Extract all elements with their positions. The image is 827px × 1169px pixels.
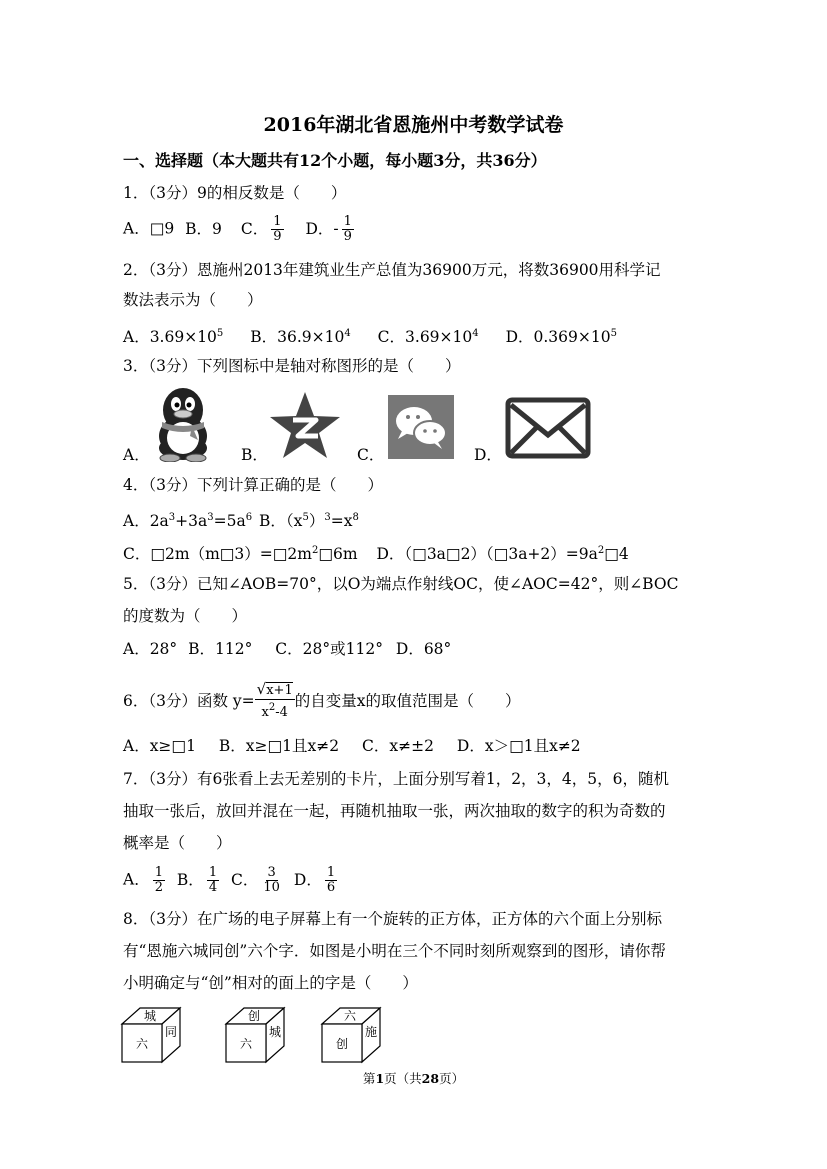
q8-stem-line1: 8．（3分）在广场的电子屏幕上有一个旋转的正方体，正方体的六个面上分别标: [123, 910, 662, 928]
q6-option-c: C．x≠±2: [362, 737, 434, 755]
q6-stem: 6．（3分）函数 y= $\frac{√x+1}{x^2-4}$ 的自变量x的取值范围是（ ）: [123, 680, 521, 720]
q1-option-c-label: C．: [240, 219, 269, 238]
cube-3-right-face: 施: [364, 1025, 378, 1039]
q1-options: [123, 215, 357, 244]
q7-stem-line3: 概率是（ ）: [123, 834, 232, 852]
page-number: 1: [375, 1071, 385, 1086]
q7-option-b-label: B．: [176, 870, 204, 889]
q5-option-c: C．28°或112°: [275, 640, 383, 658]
q2-stem-line2: 数法表示为（ ）: [123, 291, 263, 309]
q6-option-b: B．x≥□1且x≠2: [218, 737, 340, 755]
q3-option-b-label: B．: [241, 446, 268, 464]
q8-cube-figures: [120, 1004, 460, 1064]
q6-options: [123, 735, 581, 757]
q4-options-cd: [123, 540, 629, 565]
q6-option-d: D．x＞□1且x≠2: [456, 737, 581, 755]
q3-option-c-label: C．: [357, 446, 385, 464]
q4-option-d: D．$(□3a□2)(□3a+2)=9a^2□4$: [376, 545, 629, 563]
cube-3-top-face: 六: [343, 1009, 357, 1023]
section-heading: 一、选择题（本大题共有12个小题，每小题3分，共36分）: [123, 151, 547, 170]
q1-option-d-label: D．: [305, 219, 334, 238]
q1-option-c-fraction: $\frac{1}{9}$: [273, 214, 282, 244]
q4-option-a: A．$2a^3+3a^3=5a^6$: [123, 512, 253, 530]
q7-options: [123, 866, 340, 895]
q8-stem-line3: 小明确定与“创”相对的面上的字是（ ）: [123, 974, 418, 992]
q7-option-a-fraction: $\frac{1}{2}$: [154, 865, 163, 895]
q2-option-d: D．$0.369\times 10^5$: [505, 328, 617, 346]
cube-3: [322, 1008, 380, 1062]
q7-option-a-label: A．: [123, 870, 150, 889]
chat-bubble-icon: [388, 395, 454, 459]
q1-option-d-sign: -: [333, 219, 339, 238]
cube-2-right-face: 城: [268, 1025, 282, 1039]
q5-option-a: A．28°: [123, 640, 178, 658]
q5-stem-line2: 的度数为（ ）: [123, 607, 248, 625]
q8-stem-line2: 有“恩施六城同创”六个字．如图是小明在三个不同时刻所观察到的图形，请你帮: [123, 942, 666, 960]
cube-1: [122, 1008, 180, 1062]
penguin-icon: [150, 386, 216, 462]
q4-option-b: B．$(x^5)^3=x^8$: [259, 512, 359, 530]
q1-option-b: B．9: [185, 219, 222, 238]
q4-option-c: C．$□2m(m□3)=□2m^2□6m$: [123, 545, 358, 563]
q4-options-ab: [123, 507, 359, 532]
q5-options: [123, 638, 451, 660]
q5-option-d: D．68°: [395, 640, 452, 658]
page-footer: 第1页（共28页）: [362, 1071, 465, 1086]
cube-1-top-face: 城: [143, 1009, 157, 1023]
q5-option-b: B．112°: [188, 640, 253, 658]
cube-2-top-face: 创: [247, 1009, 261, 1023]
q7-option-d-label: D．: [293, 870, 322, 889]
page-title: 2016年湖北省恩施州中考数学试卷: [263, 114, 564, 136]
page-total: 28: [421, 1071, 440, 1086]
q6-option-a: A．x≥□1: [123, 737, 196, 755]
q2-stem-line1: 2．（3分）恩施州2013年建筑业生产总值为36900万元，将数36900用科学记: [123, 261, 661, 279]
q5-stem-line1: 5．（3分）已知∠AOB=70°，以O为端点作射线OC，使∠AOC=42°，则∠BOC: [123, 575, 679, 593]
q1-option-a-label: A．: [123, 219, 150, 238]
q1-option-d-fraction: $\frac{1}{9}$: [343, 214, 352, 244]
q2-option-b: B．$36.9\times 10^4$: [250, 328, 351, 346]
q7-option-d-fraction: $\frac{1}{6}$: [326, 865, 336, 895]
q2-option-c: C．$3.69\times 10^4$: [377, 328, 479, 346]
q3-option-a-label: A．: [123, 446, 150, 464]
q2-option-a: A．$3.69\times 10^5$: [123, 328, 224, 346]
star-icon: [268, 390, 342, 460]
q7-option-b-fraction: $\frac{1}{4}$: [208, 865, 218, 895]
cube-3-front-face: 创: [335, 1037, 349, 1051]
q6-function-fraction: $\frac{√x+1}{x^2-4}$: [256, 680, 293, 720]
q7-option-c-fraction: $\frac{3}{10}$: [263, 865, 280, 895]
q3-stem: 3．（3分）下列图标中是轴对称图形的是（ ）: [123, 357, 461, 375]
q7-option-c-label: C．: [231, 870, 259, 889]
q4-stem: 4．（3分）下列计算正确的是（ ）: [123, 476, 383, 494]
envelope-icon: [505, 397, 591, 459]
cube-1-right-face: 同: [164, 1025, 178, 1039]
q2-options: [123, 323, 617, 348]
cube-1-front-face: 六: [135, 1037, 149, 1051]
cube-2: [226, 1008, 284, 1062]
q7-stem-line1: 7．（3分）有6张看上去无差别的卡片，上面分别写着1，2，3，4，5，6，随机: [123, 770, 670, 788]
q1-stem: 1．（3分）9的相反数是（ ）: [123, 184, 347, 202]
q1-option-a-value: □9: [149, 219, 175, 238]
cube-2-front-face: 六: [239, 1037, 253, 1051]
q3-option-d-label: D．: [474, 446, 502, 464]
q7-stem-line2: 抽取一张后，放回并混在一起，再随机抽取一张，两次抽取的数字的积为奇数的: [123, 802, 666, 820]
